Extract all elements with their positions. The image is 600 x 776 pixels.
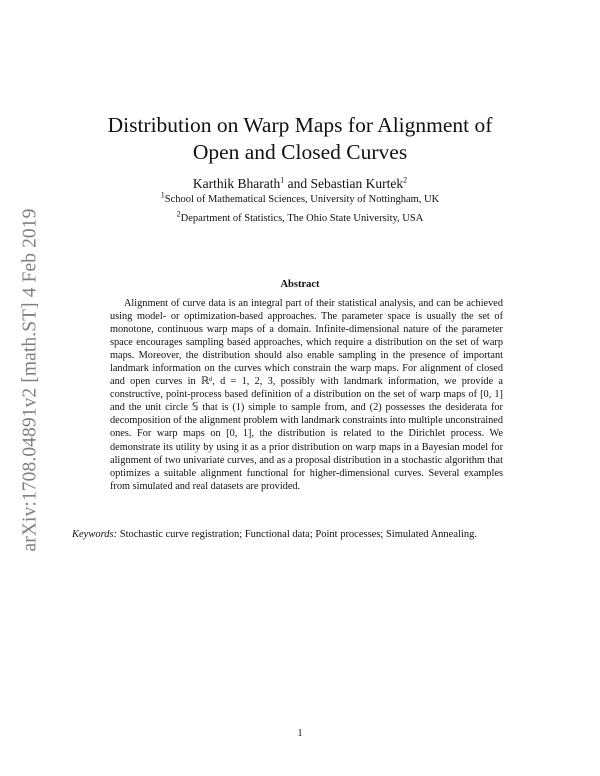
- affiliation-mark: 2: [176, 209, 181, 219]
- page-number: 1: [297, 728, 303, 739]
- arxiv-stamp: [15, 200, 45, 560]
- author-list: [60, 175, 540, 192]
- affiliation-mark: 2: [403, 175, 408, 185]
- abstract-heading: Abstract: [280, 279, 320, 290]
- affiliation-text: School of Mathematical Sciences, University of Nottingham, UK: [164, 194, 440, 205]
- arxiv-stamp-text: arXiv:1708.04891v2 [math.ST] 4 Feb 2019: [19, 208, 41, 552]
- keywords-label: Keywords:: [72, 529, 118, 540]
- affiliation-text: Department of Statistics, The Ohio State University, USA: [180, 213, 424, 224]
- keywords-text: Stochastic curve registration; Functional data; Point processes; Simulated Annealing.: [117, 529, 477, 540]
- affiliation-1: [60, 190, 540, 207]
- paper-title: [60, 112, 540, 166]
- author-name: Sebastian Kurtek: [310, 176, 404, 191]
- author-name: Karthik Bharath: [192, 176, 281, 191]
- affiliation-mark: 1: [160, 190, 165, 200]
- title-line-2: Open and Closed Curves: [192, 140, 408, 164]
- affiliation-mark: 1: [280, 175, 285, 185]
- author-connector: and: [284, 176, 311, 191]
- title-line-1: Distribution on Warp Maps for Alignment of: [107, 113, 493, 137]
- keywords: [72, 528, 528, 542]
- abstract-body: Alignment of curve data is an integral part of their statistical analysis, and can be achieved using model- or optimization-based approaches. The parameter space is usually the set of monotone, continuous warp maps of a domain. Infinite-dimensional nature of the parameter space encourages sampling based approaches, which require a distribution on the set of warp maps. Moreover, the distribution should also enable sampling in the presence of important landmark information on the curves which constrain the warp maps. For alignment of closed and open curves in ℝᵈ, d = 1, 2, 3, possibly with landmark information, we provide a constructive, point-process based definition of a distribution on the set of warp maps of [0, 1] and the unit circle 𝕊 that is (1) simple to sample from, and (2) possesses the desiderata for decomposition of the alignment problem with landmark constraints into multiple unconstrained ones. For warp maps on [0, 1], the distribution is related to the Dirichlet process. We demonstrate its utility by using it as a prior distribution on warp maps in a Bayesian model for alignment of two univariate curves, and as a proposal distribution in a stochastic algorithm that optimizes a suitable alignment functional for higher-dimensional curves. Several examples from simulated and real datasets are provided.: [110, 298, 503, 492]
- affiliation-2: [60, 209, 540, 226]
